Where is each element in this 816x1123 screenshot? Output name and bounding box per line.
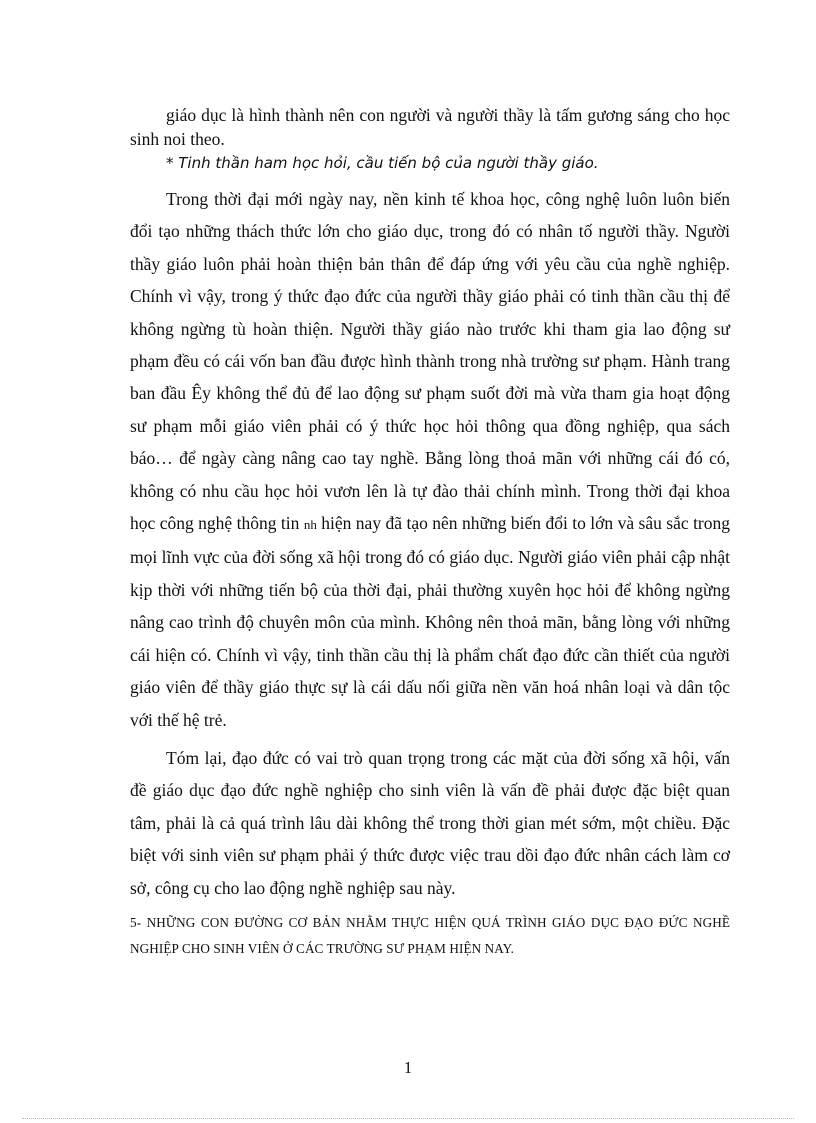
document-body <box>130 103 730 962</box>
paragraph-self-improvement-part-b: hiện nay đã tạo nên những biến đổi to lớn và sâu sắc trong mọi lĩnh vực của đời sống xã hội trong đó có giáo dục. Người giáo viên phải cập nhật kịp thời với những tiến bộ của thời đại, phải thường xuyên học hỏi để không ngừng nâng cao trình độ chuyên môn của mình. Không nên thoả mãn, bằng lòng với những cái hiện có. Chính vì vậy, tinh thần cầu thị là phẩm chất đạo đức cần thiết của người giáo viên để thầy giáo thực sự là cái dấu nối giữa nền văn hoá nhân loại và dân tộc với thế hệ trẻ. <box>130 513 731 730</box>
paragraph-continuation: giáo dục là hình thành nên con người và người thầy là tấm gương sáng cho học sinh noi theo. <box>130 105 730 149</box>
subheading-italic: * Tinh thần ham học hỏi, cầu tiến bộ của người thầy giáo. <box>166 154 599 172</box>
paragraph-summary: Tóm lại, đạo đức có vai trò quan trọng trong các mặt của đời sống xã hội, vấn đề giáo dục đạo đức nghề nghiệp cho sinh viên là vấn đề phải được đặc biệt quan tâm, phải là cả quá trình lâu dài không thể trong thời gian mét sớm, một chiều. Đặc biệt với sinh viên sư phạm phải ý thức được việc trau dồi đạo đức nhân cách làm cơ sở, công cụ cho lao động nghề nghiệp sau này. <box>130 747 730 898</box>
paragraph-fragment-nh: nh <box>303 517 317 533</box>
footer-divider <box>22 1118 794 1119</box>
section-heading: 5- NHỮNG CON ĐƯỜNG CƠ BẢN NHẰM THỰC HIỆN QUÁ TRÌNH GIÁO DỤC ĐẠO ĐỨC NGHỀ NGHIỆP CHO SINH VIÊN Ở CÁC TRƯỜNG SƯ PHẠM HIỆN NAY. <box>130 914 730 956</box>
page-number: 1 <box>403 1058 413 1077</box>
paragraph-self-improvement-part-a: Trong thời đại mới ngày nay, nền kinh tế khoa học, công nghệ luôn luôn biến đổi tạo những thách thức lớn cho giáo dục, trong đó có nhân tố người thầy. Người thầy giáo luôn phải hoàn thiện bản thân để đáp ứng với yêu cầu của nghề nghiệp. Chính vì vậy, trong ý thức đạo đức của người thầy giáo phải có tinh thần cầu thị để không ngừng tù hoàn thiện. Người thầy giáo nào trước khi tham gia lao động sư phạm đều có cái vốn ban đầu được hình thành trong nhà trường sư phạm. Hành trang ban đầu Êy không thể đủ để lao động sư phạm suốt đời mà vừa tham gia hoạt động sư phạm mỗi giáo viên phải có ý thức học hỏi thông qua đồng nghiệp, qua sách báo… để ngày càng nâng cao tay nghề. Bằng lòng thoả mãn với những cái đó có, không có nhu cầu học hỏi vươn lên là tự đào thải chính mình. Trong thời đại khoa học công nghệ thông tin <box>130 189 730 534</box>
paragraph-self-improvement <box>130 183 730 736</box>
